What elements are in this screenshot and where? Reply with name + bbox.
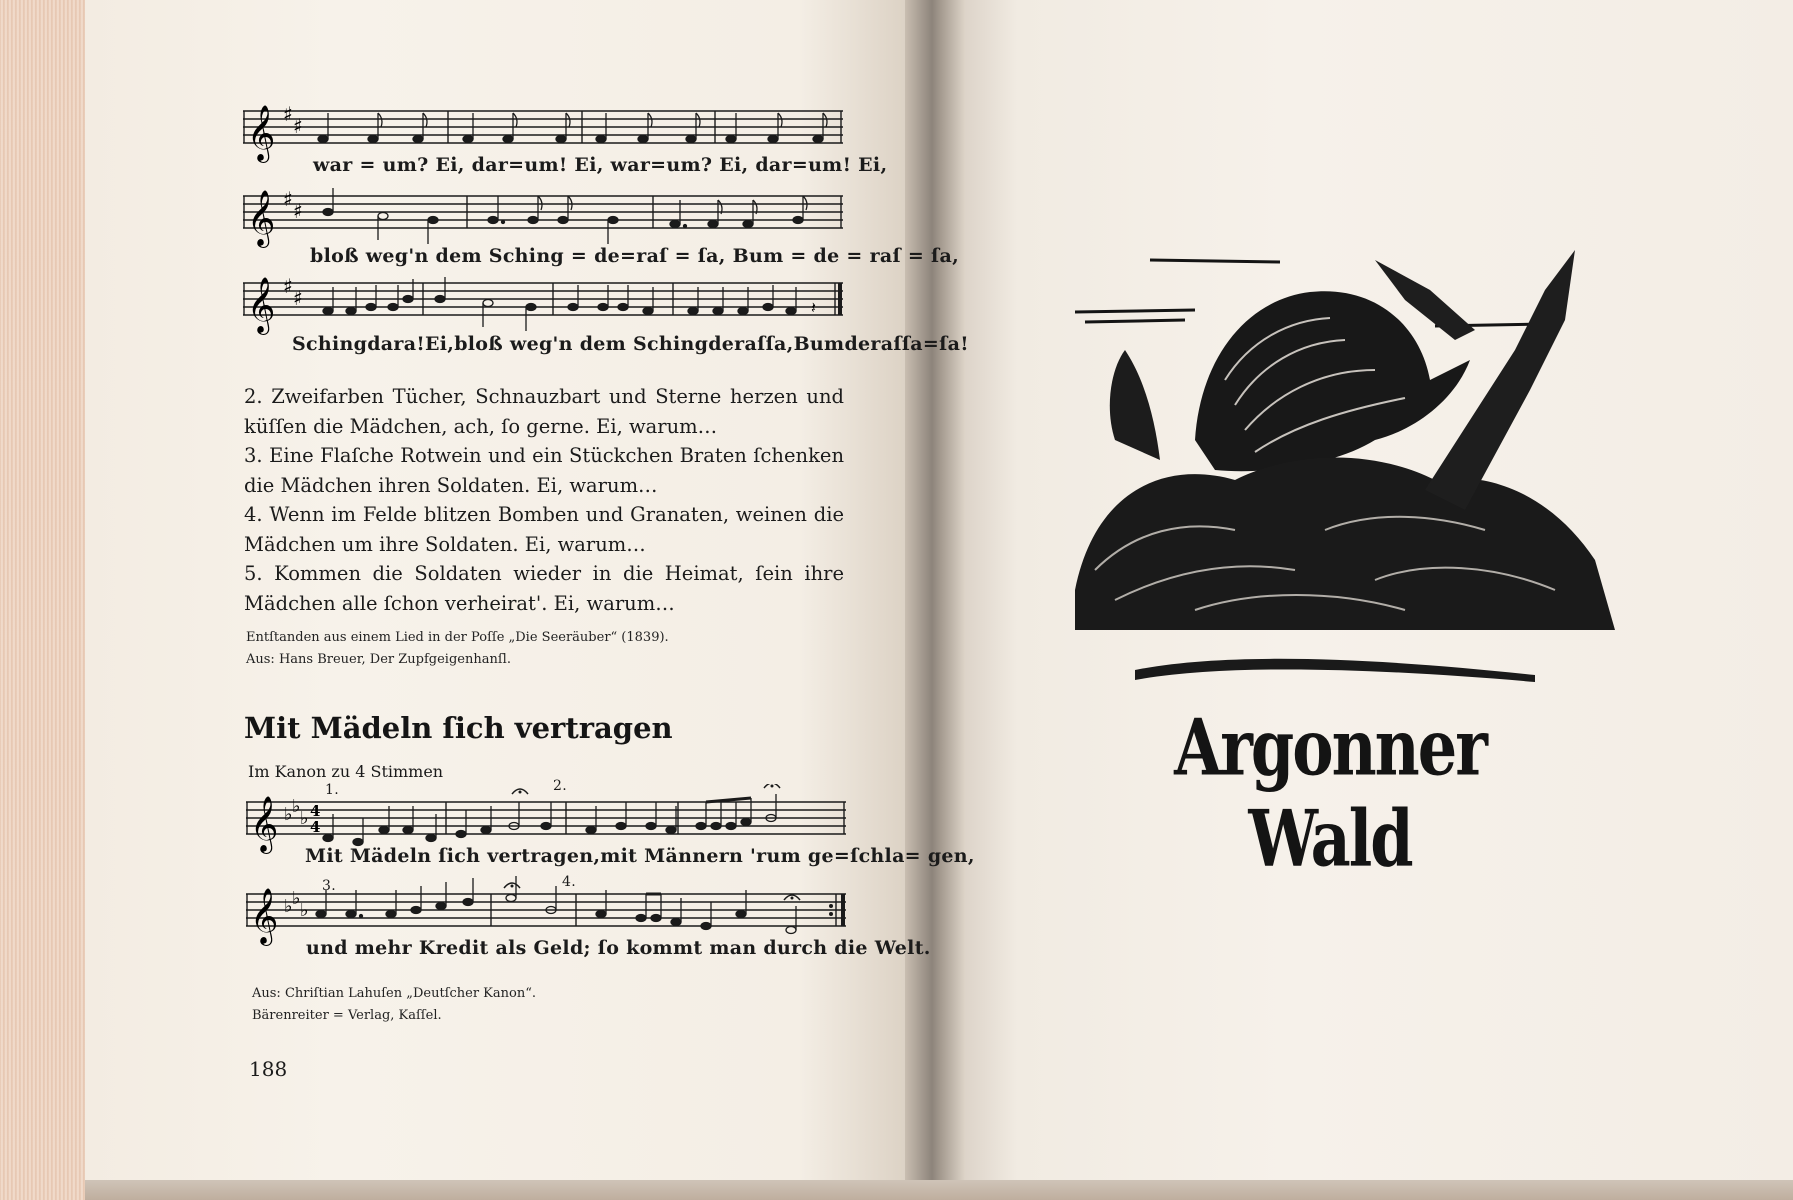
svg-text:♯: ♯ xyxy=(283,103,293,126)
book-gutter xyxy=(905,0,965,1190)
verse-2: 2. Zweifarben Tücher, Schnauzbart und Sterne herzen und küſſen die Mädchen, ach, ſo gerne. Ei, warum… xyxy=(244,385,844,438)
svg-text:♯: ♯ xyxy=(293,199,303,223)
canon-mark-4: 4. xyxy=(562,874,576,890)
music-staff-3 xyxy=(243,275,843,335)
page-number: 188 xyxy=(249,1057,288,1081)
svg-text:𝄞: 𝄞 xyxy=(250,888,279,944)
song-2-publisher-note: Bärenreiter = Verlag, Kaſſel. xyxy=(252,1008,442,1023)
song-2-title: Mit Mädeln ſich vertragen xyxy=(244,711,673,745)
song-2-subtitle: Im Kanon zu 4 Stimmen xyxy=(248,762,444,781)
svg-text:𝄞: 𝄞 xyxy=(247,190,276,246)
song-1-source-note: Aus: Hans Breuer, Der Zupfgeigenhanſl. xyxy=(246,652,511,667)
canon-mark-3: 3. xyxy=(322,878,336,894)
staff-1-lyrics: war = um? Ei, dar=um! Ei, war=um? Ei, dar=um! Ei, xyxy=(313,154,888,176)
helmet-woodcut-illustration xyxy=(1075,230,1615,694)
section-title: Argonner Wald xyxy=(1174,701,1486,885)
svg-text:♭: ♭ xyxy=(292,888,301,909)
svg-text:𝄞: 𝄞 xyxy=(250,796,279,852)
verse-3: 3. Eine Flaſche Rotwein und ein Stückchen Braten ſchenken die Mädchen ihren Soldaten. Ei, warum… xyxy=(244,444,844,497)
svg-text:♯: ♯ xyxy=(293,286,303,310)
svg-text:♯: ♯ xyxy=(293,114,303,138)
svg-text:♭: ♭ xyxy=(292,796,301,817)
svg-text:𝄞: 𝄞 xyxy=(247,105,276,161)
svg-text:♯: ♯ xyxy=(283,275,293,298)
svg-text:𝄞: 𝄞 xyxy=(247,277,276,333)
svg-text:♯: ♯ xyxy=(283,188,293,211)
canon-mark-1: 1. xyxy=(325,782,339,798)
svg-text:♭: ♭ xyxy=(284,896,293,917)
svg-text:4: 4 xyxy=(310,818,321,836)
staff-2-lyrics: bloß weg'n dem Sching = de=raſ = ſa, Bum = de = raſ = ſa, xyxy=(310,245,960,267)
svg-text:♭: ♭ xyxy=(284,804,293,825)
canon-staff-2 xyxy=(246,876,850,946)
verse-4: 4. Wenn im Felde blitzen Bomben und Granaten, weinen die Mädchen um ihre Soldaten. Ei, warum… xyxy=(244,503,844,556)
svg-text:♭: ♭ xyxy=(300,808,309,829)
svg-text:𝄽: 𝄽 xyxy=(811,298,816,317)
bottom-edge xyxy=(85,1180,1793,1200)
song-1-origin-note: Entſtanden aus einem Lied in der Poſſe „Die Seeräuber“ (1839). xyxy=(246,630,669,645)
canon-mark-2: 2. xyxy=(553,778,567,794)
svg-text:4: 4 xyxy=(310,802,321,820)
canon-staff-2-lyrics: und mehr Kredit als Geld; ſo kommt man durch die Welt. xyxy=(306,937,931,959)
page-edges xyxy=(0,0,95,1200)
staff-3-lyrics: Schingdara!Ei,bloß weg'n dem Schingderaſſa,Bumderaſſa=ſa! xyxy=(292,333,969,355)
song-2-source-note: Aus: Chriſtian Lahuſen „Deutſcher Kanon“. xyxy=(252,986,536,1001)
verse-5: 5. Kommen die Soldaten wieder in die Heimat, ſein ihre Mädchen alle ſchon verheirat'. Ei, warum… xyxy=(244,562,844,615)
music-staff-2 xyxy=(243,188,843,248)
canon-staff-1-lyrics: Mit Mädeln ſich vertragen,mit Männern 'rum ge=ſchla= gen, xyxy=(305,845,975,867)
svg-text:♭: ♭ xyxy=(300,900,309,921)
